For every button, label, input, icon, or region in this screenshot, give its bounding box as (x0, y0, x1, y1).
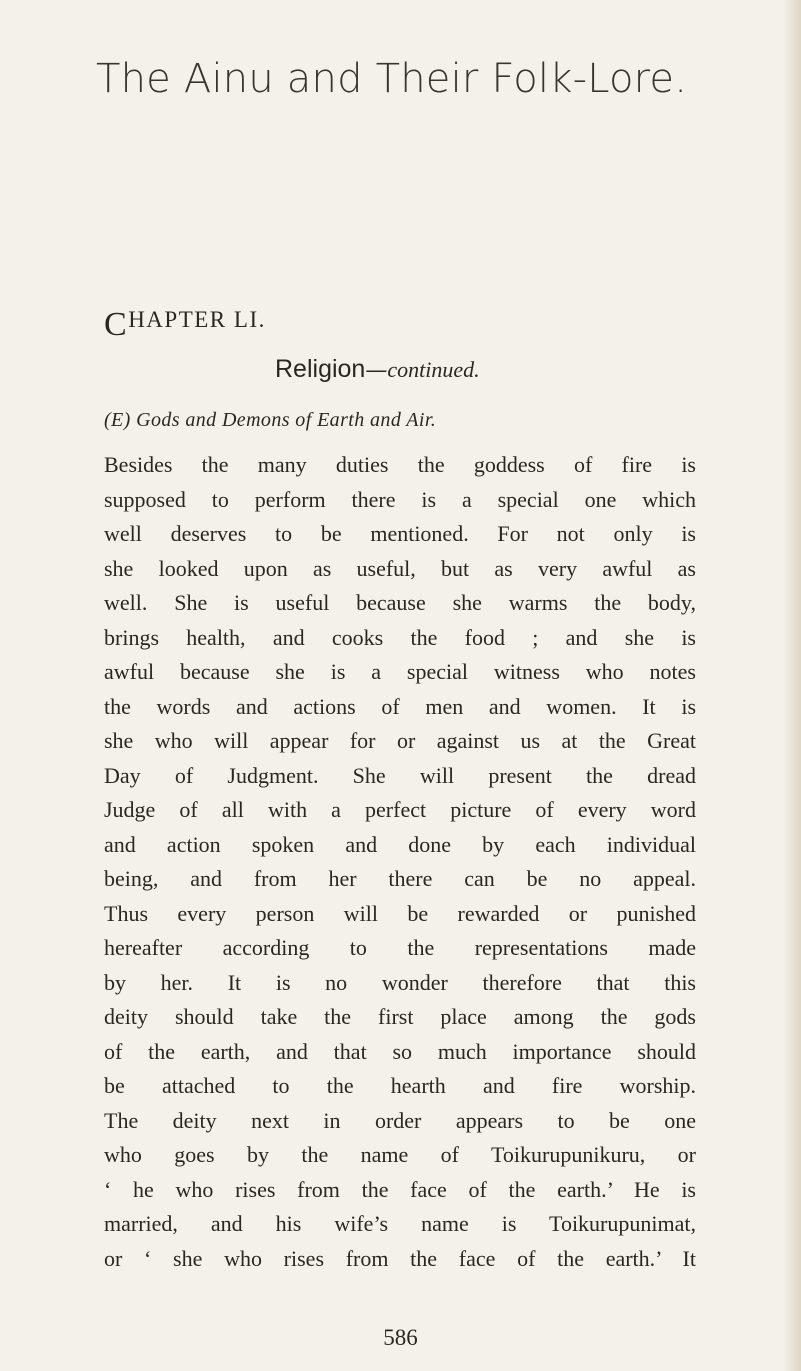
body-line: The deity next in order appears to be one (104, 1107, 696, 1133)
chapter-heading (104, 298, 266, 343)
body-line: married, and his wife’s name is Toikurupunimat, (104, 1211, 696, 1236)
body-line: and action spoken and done by each individual (104, 831, 696, 857)
body-line: well deserves to be mentioned. For not only is (104, 521, 696, 546)
chapter-initial: C (104, 306, 129, 343)
section-title (275, 355, 480, 384)
body-line: Day of Judgment. She will present the dread (104, 762, 696, 788)
section-subheading: (E) Gods and Demons of Earth and Air. (104, 409, 437, 431)
body-line: hereafter according to the representations made (104, 935, 696, 960)
body-line: the words and actions of men and women. It is (104, 693, 696, 719)
page-edge-shadow (783, 0, 801, 1371)
body-line: ‘ he who rises from the face of the earth.’ He is (104, 1176, 696, 1202)
chapter-number: HAPTER LI. (128, 307, 266, 332)
running-head: The Ainu and Their Folk-Lore. (96, 56, 688, 102)
section-title-dash: — (365, 358, 388, 383)
body-line: supposed to perform there is a special one which (104, 486, 696, 512)
section-title-main: Religion (275, 355, 366, 383)
body-text (104, 448, 696, 1276)
body-line: who goes by the name of Toikurupunikuru, or (104, 1142, 696, 1167)
body-line: or ‘ she who rises from the face of the earth.’ It (104, 1245, 696, 1271)
body-line: deity should take the first place among the gods (104, 1004, 696, 1029)
body-line: of the earth, and that so much importance should (104, 1038, 696, 1064)
page-number: 586 (383, 1325, 418, 1350)
body-line: being, and from her there can be no appeal. (104, 866, 696, 891)
body-line: awful because she is a special witness who notes (104, 659, 696, 684)
body-line: well. She is useful because she warms the body, (104, 590, 696, 615)
body-line: Thus every person will be rewarded or punished (104, 900, 696, 926)
body-line: be attached to the hearth and fire worship. (104, 1073, 696, 1098)
body-line: she looked upon as useful, but as very awful as (104, 555, 696, 581)
section-title-continued: continued. (387, 357, 480, 382)
body-line: Judge of all with a perfect picture of every word (104, 797, 696, 822)
body-line: brings health, and cooks the food ; and she is (104, 624, 696, 650)
body-line: by her. It is no wonder therefore that this (104, 969, 696, 995)
body-line: Besides the many duties the goddess of fire is (104, 452, 696, 477)
body-line: she who will appear for or against us at the Great (104, 728, 696, 753)
